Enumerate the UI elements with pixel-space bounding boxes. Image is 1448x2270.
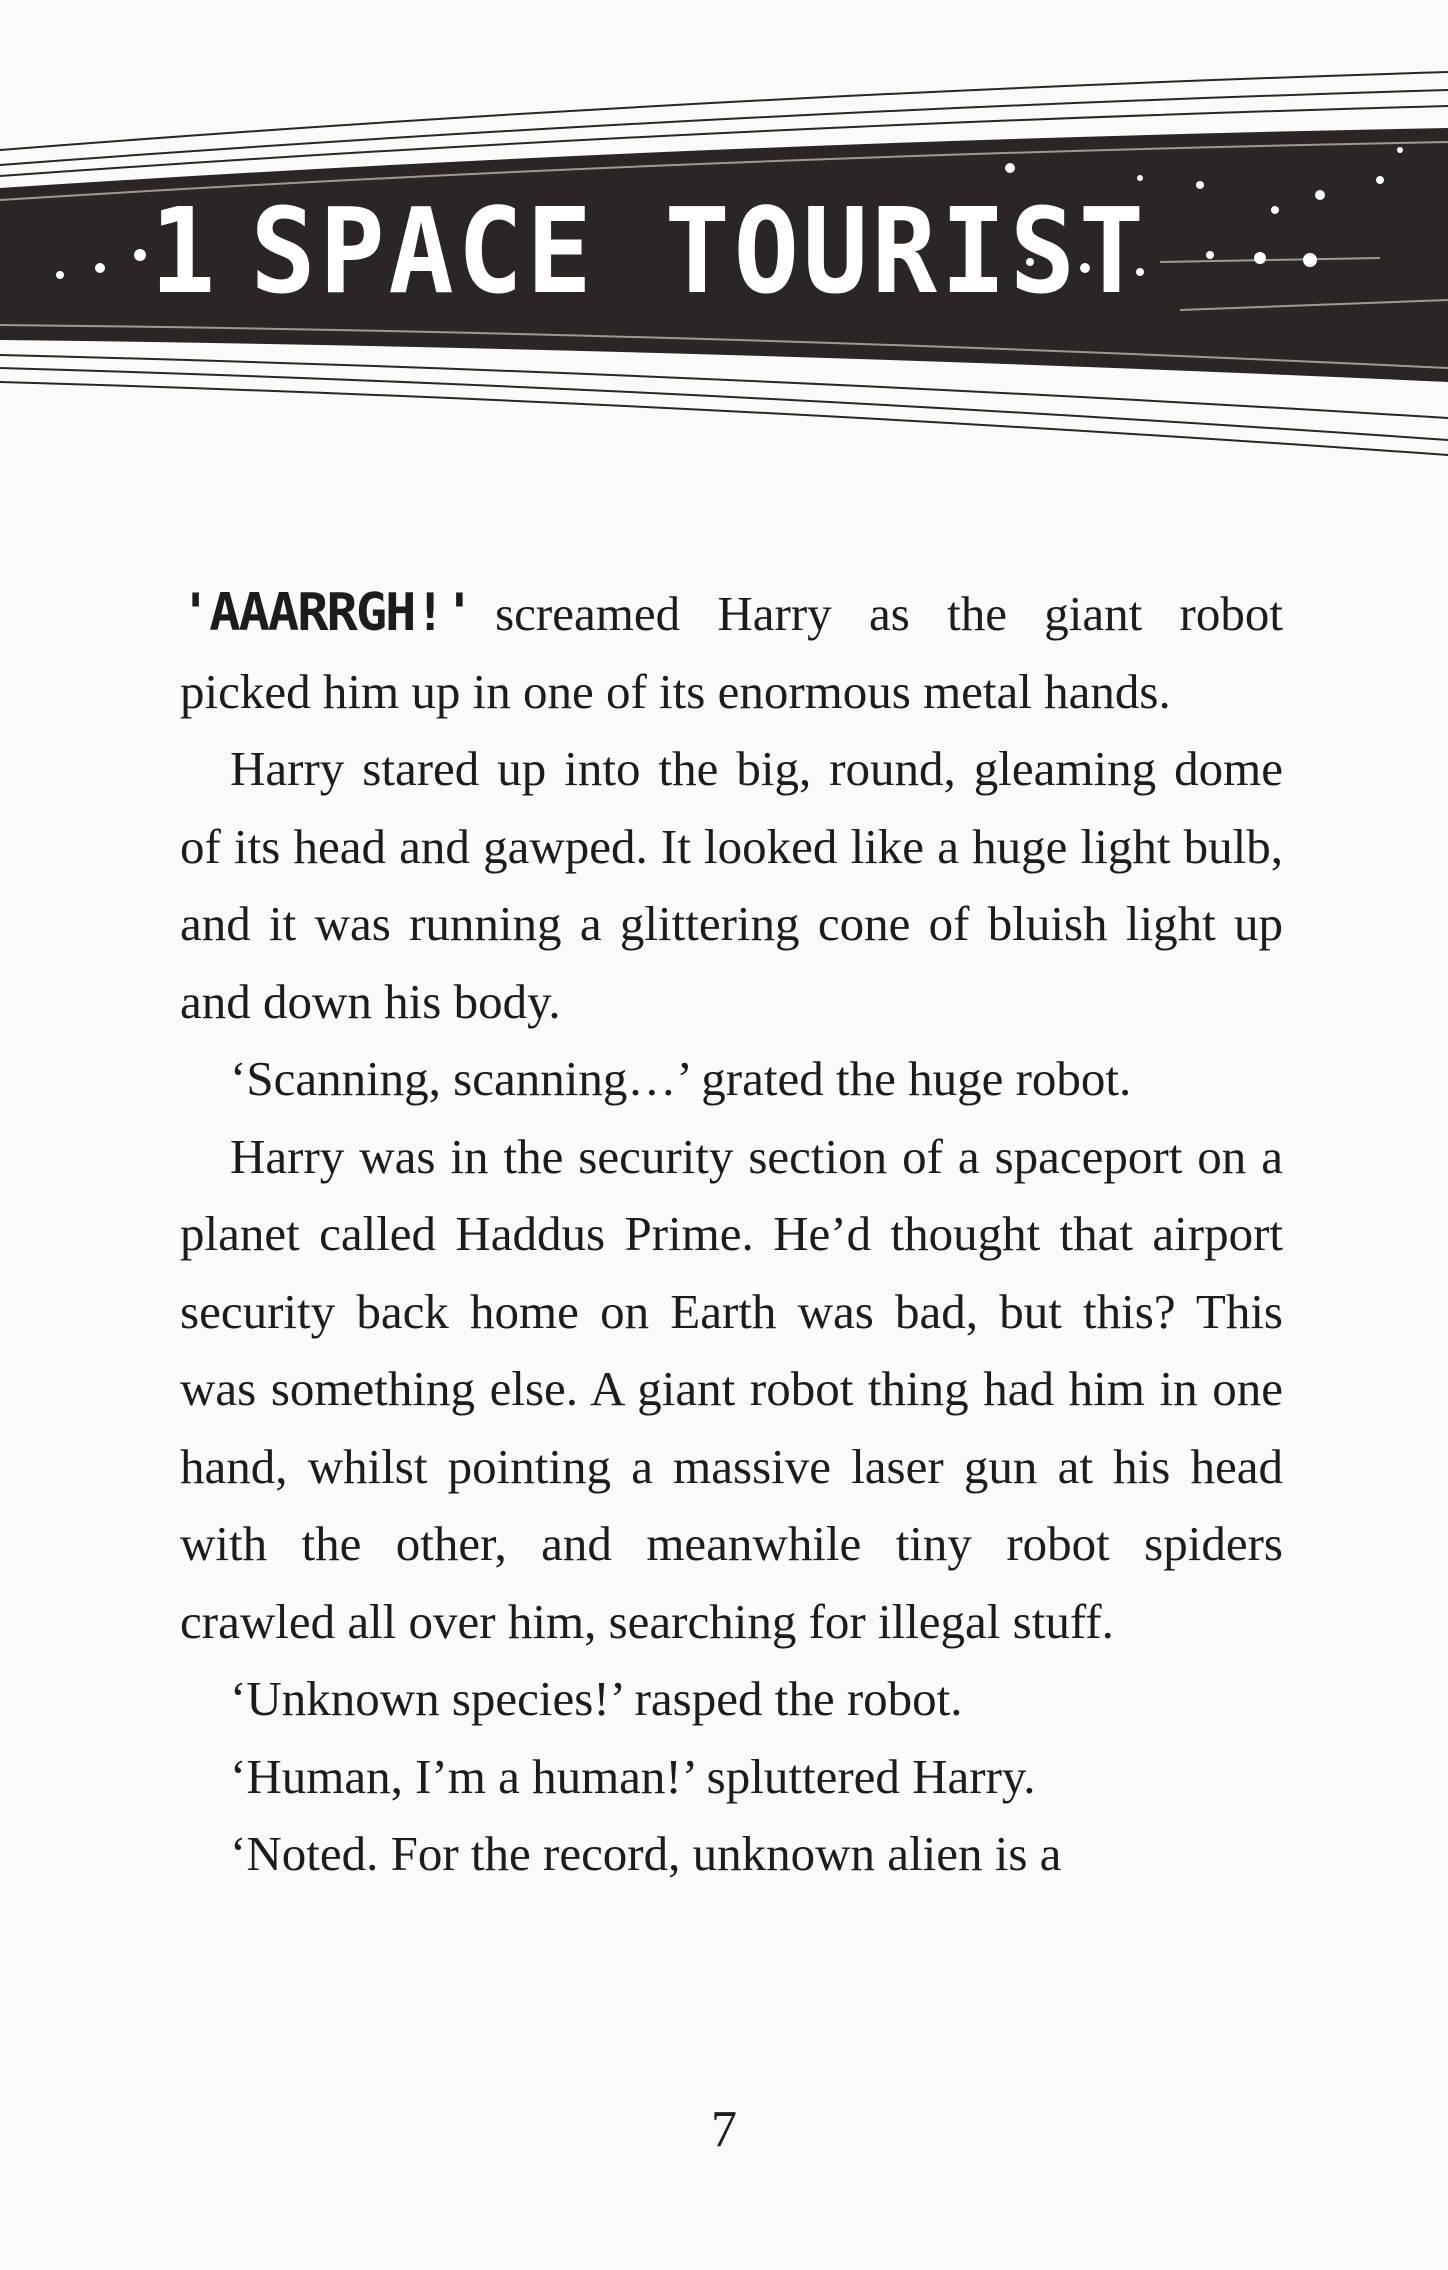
- shout-text: 'AAARRGH!': [180, 583, 474, 643]
- paragraph: ‘Noted. For the record, unknown alien is a: [230, 1826, 1062, 1881]
- paragraph-text: screamed Harry as the giant robot picked him up in one of its enormous metal hands.: [180, 586, 1283, 719]
- chapter-heading: [150, 182, 1148, 320]
- paragraph: ‘Scanning, scanning…’ grated the huge robot.: [230, 1051, 1132, 1106]
- chapter-title: SPACE TOURIST: [250, 182, 1148, 320]
- body-text: [180, 575, 1283, 1893]
- paragraph: Harry was in the security section of a spaceport on a planet called Haddus Prime. He’d thought that airport security back home on Earth was bad, but this? This was something else. A giant robot thing had him in one hand, whilst pointing a massive laser gun at his head with the other, and meanwhile tiny robot spiders crawled all over him, searching for illegal stuff.: [180, 1128, 1283, 1649]
- paragraph: [180, 575, 1283, 730]
- page-number: 7: [711, 2101, 737, 2158]
- paragraph: ‘Unknown species!’ rasped the robot.: [230, 1671, 963, 1726]
- paragraph: ‘Human, I’m a human!’ spluttered Harry.: [230, 1748, 1036, 1804]
- paragraph: Harry stared up into the big, round, gleaming dome of its head and gawped. It looked like a huge light bulb, and it was running a glittering cone of bluish light up and down his body.: [180, 741, 1283, 1029]
- chapter-number: 1: [150, 182, 220, 320]
